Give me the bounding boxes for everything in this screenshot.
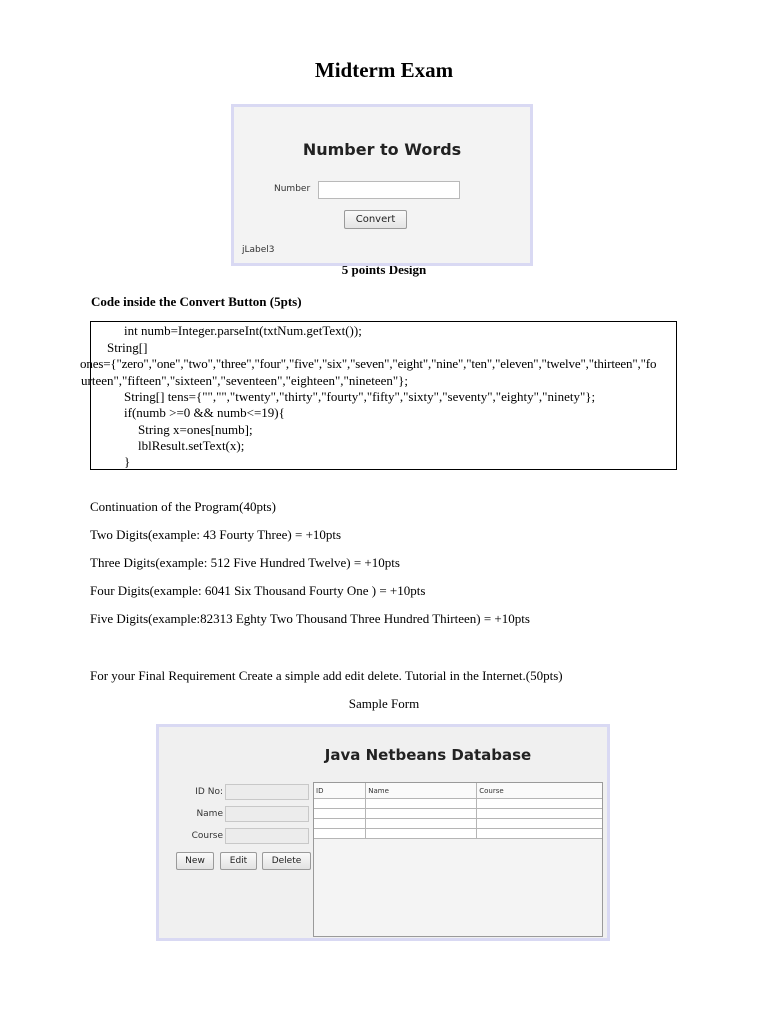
final-requirement: For your Final Requirement Create a simple add edit delete. Tutorial in the Internet.(50pts) — [90, 668, 563, 683]
design-caption-text: 5 points Design — [341, 266, 427, 277]
edit-button[interactable]: Edit — [220, 852, 257, 870]
table-cell[interactable] — [314, 829, 366, 839]
code-line: int numb=Integer.parseInt(txtNum.getText()); — [124, 323, 362, 338]
database-form-heading: Java Netbeans Database — [324, 746, 532, 764]
sample-form-caption: Sample Form — [348, 696, 420, 711]
design-caption — [0, 266, 768, 279]
table-header-course[interactable]: Course — [477, 783, 602, 799]
code-line: String x=ones[numb]; — [138, 422, 253, 437]
requirement-two-digits: Two Digits(example: 43 Fourty Three) = +10pts — [90, 527, 342, 542]
code-line: String[] — [107, 340, 148, 355]
number-input[interactable] — [318, 181, 460, 199]
table-row[interactable] — [314, 809, 602, 819]
table-cell[interactable] — [366, 809, 477, 819]
course-field[interactable] — [225, 828, 309, 844]
table-cell[interactable] — [477, 829, 602, 839]
requirement-four-digits: Four Digits(example: 6041 Six Thousand Fourty One ) = +10pts — [90, 583, 426, 598]
requirement-three-digits: Three Digits(example: 512 Five Hundred Twelve) = +10pts — [90, 555, 400, 570]
number-label: Number — [274, 184, 311, 194]
requirement-five-digits: Five Digits(example:82313 Eghty Two Thousand Three Hundred Thirteen) = +10pts — [90, 611, 530, 626]
page-title: Midterm Exam — [314, 58, 454, 82]
delete-button[interactable]: Delete — [262, 852, 311, 870]
database-form-screenshot — [156, 724, 610, 941]
id-label: ID No: — [195, 787, 223, 797]
code-line: } — [124, 454, 131, 469]
id-field[interactable] — [225, 784, 309, 800]
code-line: ones={"zero","one","two","three","four","five","six","seven","eight","nine","ten","eleven","twelve","thirteen","fo — [80, 356, 657, 371]
table-cell[interactable] — [314, 819, 366, 829]
table-cell[interactable] — [314, 799, 366, 809]
table-row[interactable] — [314, 799, 602, 809]
table-cell[interactable] — [366, 819, 477, 829]
table-cell[interactable] — [366, 799, 477, 809]
name-label: Name — [196, 809, 223, 819]
table-header-name[interactable]: Name — [366, 783, 477, 799]
table-cell[interactable] — [477, 799, 602, 809]
records-table[interactable] — [313, 782, 603, 937]
table-row[interactable] — [314, 829, 602, 839]
code-line: lblResult.setText(x); — [138, 438, 245, 453]
number-to-words-screenshot — [231, 104, 533, 266]
convert-button[interactable]: Convert — [344, 210, 407, 229]
form-heading: Number to Words — [302, 140, 462, 159]
result-label: jLabel3 — [242, 245, 275, 255]
code-line: urteen","fifteen","sixteen","seventeen","eighteen","nineteen"}; — [81, 373, 409, 388]
code-heading: Code inside the Convert Button (5pts) — [91, 294, 302, 309]
table-cell[interactable] — [477, 819, 602, 829]
code-line: if(numb >=0 && numb<=19){ — [124, 405, 285, 420]
table-cell[interactable] — [314, 809, 366, 819]
table-row[interactable] — [314, 819, 602, 829]
table-cell[interactable] — [366, 829, 477, 839]
name-field[interactable] — [225, 806, 309, 822]
new-button[interactable]: New — [176, 852, 214, 870]
code-line: String[] tens={"","","twenty","thirty","fourty","fifty","sixty","seventy","eighty","ninety"}; — [124, 389, 596, 404]
table-cell[interactable] — [477, 809, 602, 819]
course-label: Course — [191, 831, 223, 841]
continuation-heading: Continuation of the Program(40pts) — [90, 499, 276, 514]
table-header-id[interactable]: ID — [314, 783, 366, 799]
